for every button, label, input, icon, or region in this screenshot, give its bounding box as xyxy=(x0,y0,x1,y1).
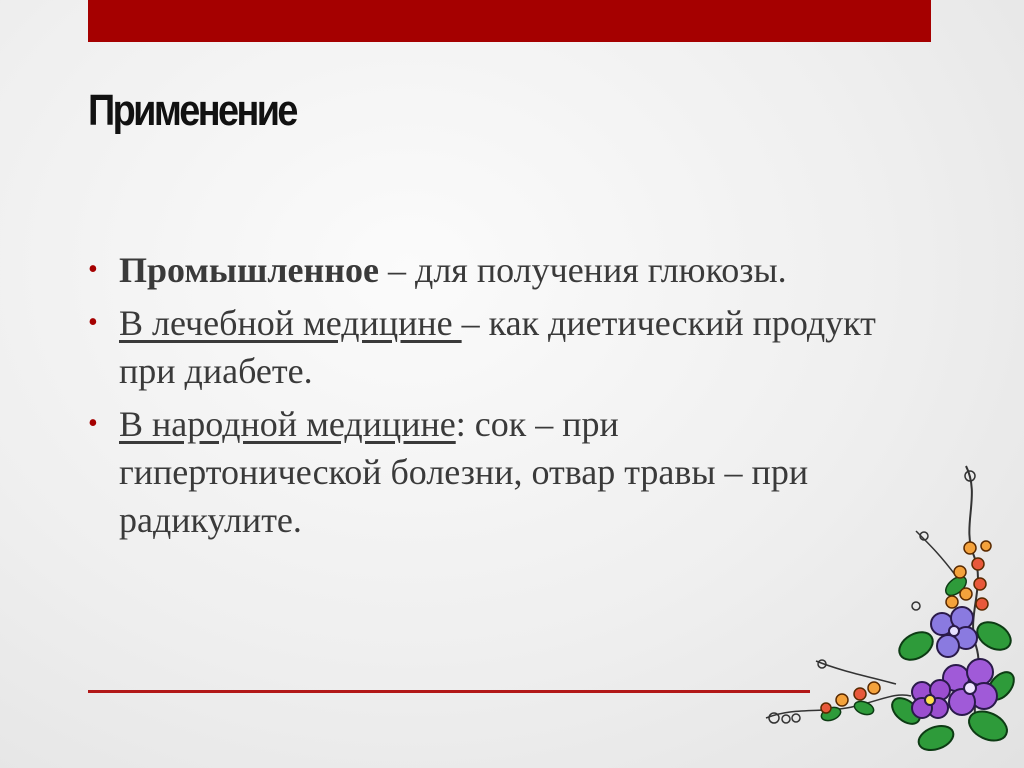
bullet-icon: • xyxy=(88,408,98,439)
bullet-term: В народной медицине xyxy=(119,404,456,444)
bullet-item xyxy=(88,246,888,294)
bullet-term: Промышленное xyxy=(119,250,379,290)
bottom-divider xyxy=(88,690,810,693)
bullet-term: В лечебной медицине xyxy=(119,303,462,343)
bullet-text: : сок – при гипертонической болезни, отвар травы – при радикулите. xyxy=(119,404,809,540)
slide-title: Применение xyxy=(88,86,296,135)
bullet-icon: • xyxy=(88,254,98,285)
bullet-text: – как диетический продукт при диабете. xyxy=(119,303,876,391)
bullet-item xyxy=(88,299,888,395)
flower-vine-icon xyxy=(756,456,1024,768)
bullet-icon: • xyxy=(88,307,98,338)
top-accent-bar xyxy=(88,0,931,42)
bullet-text: – для получения глюкозы. xyxy=(379,250,787,290)
